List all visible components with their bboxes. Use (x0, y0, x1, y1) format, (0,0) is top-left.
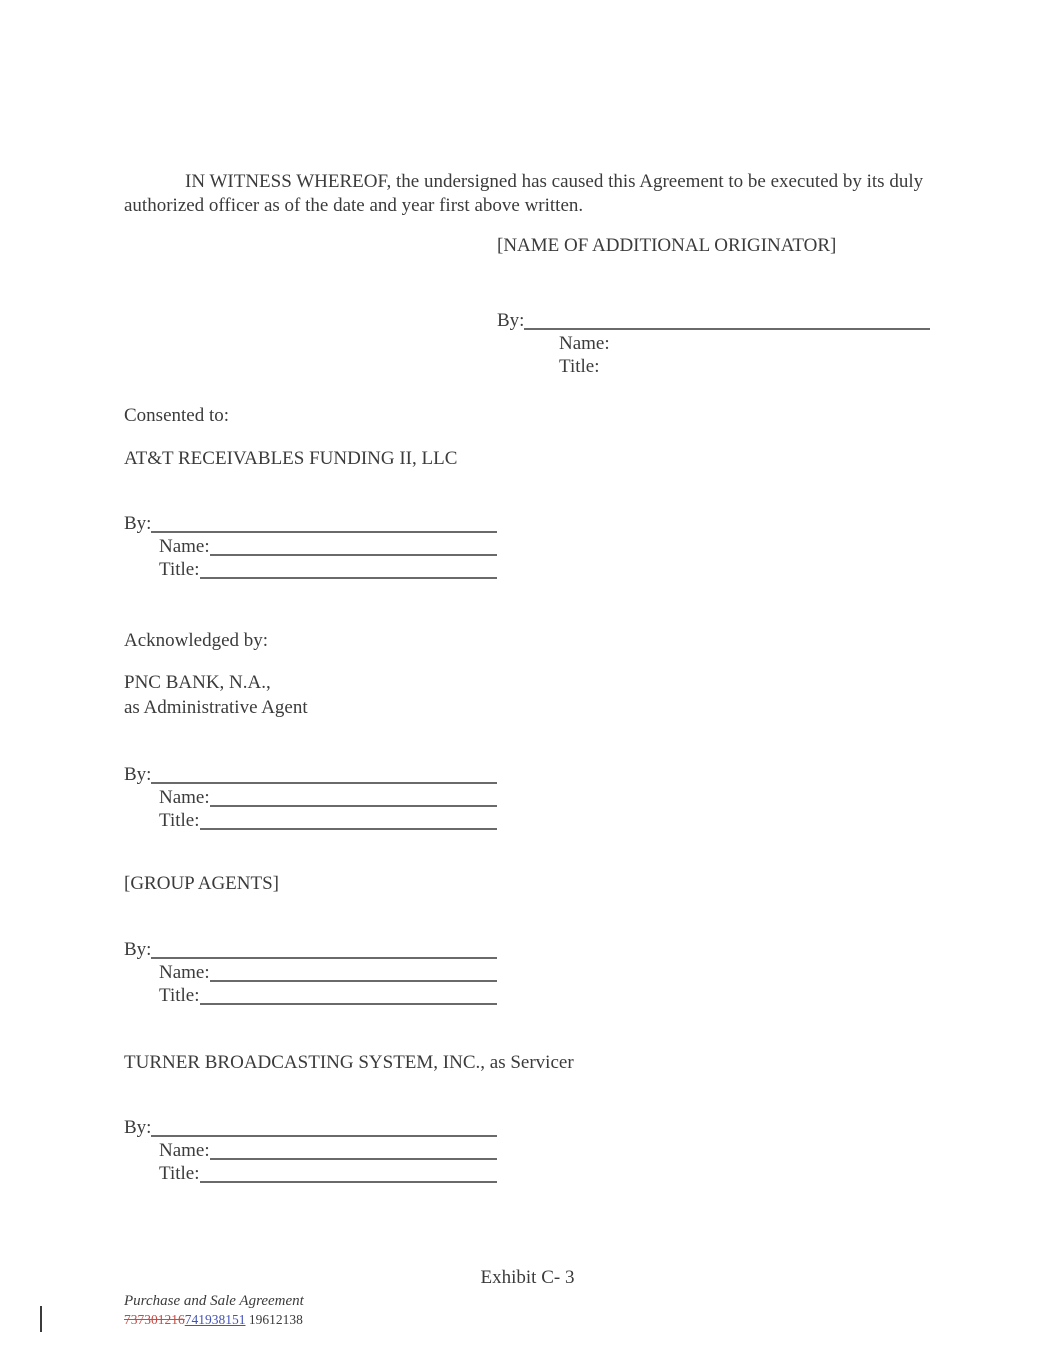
name-label: Name: (559, 333, 610, 354)
name-line (210, 535, 497, 556)
title-line (200, 809, 498, 830)
signature-line (524, 309, 930, 330)
name-line (210, 786, 497, 807)
originator-name-heading: [NAME OF ADDITIONAL ORIGINATOR] (497, 235, 837, 256)
name-label: Name: (159, 536, 210, 557)
title-line (200, 984, 498, 1005)
signature-line (151, 512, 497, 533)
footer-doc-numbers (124, 1311, 303, 1328)
exhibit-page-label: Exhibit C- 3 (480, 1267, 575, 1288)
name-row (124, 1139, 497, 1162)
consented-to-label: Consented to: (124, 405, 230, 426)
signature-line (151, 938, 497, 959)
footer-doc-number-current: 19612138 (248, 1312, 303, 1327)
by-row (124, 1116, 497, 1139)
by-label: By: (124, 939, 152, 960)
witness-clause-paragraph: IN WITNESS WHEREOF, the undersigned has caused this Agreement to be executed by its duly authorized officer as of the date and year first above written. (124, 171, 924, 216)
title-label: Title: (159, 1163, 200, 1184)
title-line (200, 558, 498, 579)
name-label: Name: (159, 787, 210, 808)
pnc-entity-role: as Administrative Agent (124, 697, 308, 718)
signature-line (151, 763, 497, 784)
signature-line (151, 1116, 497, 1137)
pnc-entity-name: PNC BANK, N.A., (124, 672, 271, 693)
title-row (124, 984, 497, 1007)
title-label: Title: (159, 810, 200, 831)
signature-block-originator (497, 309, 930, 378)
by-label: By: (124, 764, 152, 785)
title-label: Title: (159, 985, 200, 1006)
by-row (124, 938, 497, 961)
name-row (124, 961, 497, 984)
signature-block-group-agent (124, 938, 497, 1007)
name-line (210, 961, 497, 982)
footer-agreement-title: Purchase and Sale Agreement (124, 1293, 304, 1309)
by-label: By: (497, 310, 525, 331)
title-line (200, 1162, 498, 1183)
by-row (124, 763, 497, 786)
signature-block-pnc (124, 763, 497, 832)
title-row (124, 558, 497, 581)
att-entity-name: AT&T RECEIVABLES FUNDING II, LLC (124, 448, 458, 469)
signature-block-turner (124, 1116, 497, 1185)
footer-doc-number-deleted: 737301216 (124, 1312, 185, 1327)
by-row (497, 309, 930, 332)
title-row (497, 355, 930, 378)
by-label: By: (124, 1117, 152, 1138)
name-row (124, 786, 497, 809)
turner-entity-name: TURNER BROADCASTING SYSTEM, INC., as Servicer (124, 1052, 574, 1073)
title-label: Title: (559, 356, 600, 377)
revision-change-bar (40, 1306, 42, 1332)
name-row (124, 535, 497, 558)
by-label: By: (124, 513, 152, 534)
title-row (124, 1162, 497, 1185)
group-agents-heading: [GROUP AGENTS] (124, 873, 279, 894)
name-label: Name: (159, 1140, 210, 1161)
acknowledged-by-label: Acknowledged by: (124, 630, 269, 651)
name-line (210, 1139, 497, 1160)
signature-block-att (124, 512, 497, 581)
title-label: Title: (159, 559, 200, 580)
name-row (497, 332, 930, 355)
footer-doc-number-inserted: 741938151 (184, 1312, 246, 1327)
name-label: Name: (159, 962, 210, 983)
by-row (124, 512, 497, 535)
title-row (124, 809, 497, 832)
